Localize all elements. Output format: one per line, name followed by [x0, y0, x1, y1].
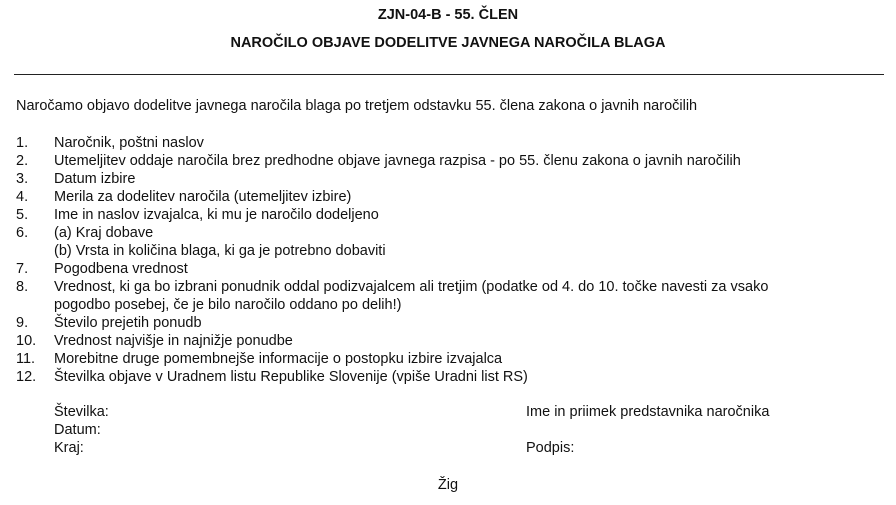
item-line: (a) Kraj dobave	[54, 225, 154, 241]
list-item	[16, 260, 876, 278]
item-text	[54, 350, 876, 368]
item-line: Naročnik, poštni naslov	[54, 135, 204, 151]
list-item	[16, 206, 876, 224]
item-text	[54, 278, 876, 314]
item-text	[54, 134, 876, 152]
item-line: Vrednost, ki ga bo izbrani ponudnik oddal podizvajalcem ali tretjim (podatke od 4. do 10. točke navesti za vsako	[54, 279, 769, 295]
item-number: 8.	[16, 279, 29, 295]
item-line: Datum izbire	[54, 171, 136, 187]
item-number: 2.	[16, 153, 29, 169]
item-number: 1.	[16, 135, 29, 151]
seal-label: Žig	[437, 477, 459, 493]
list-item	[16, 152, 876, 170]
item-number: 5.	[16, 207, 29, 223]
item-number: 12.	[16, 369, 37, 385]
blank-line	[526, 421, 769, 439]
item-line: Morebitne druge pomembnejše informacije o postopku izbire izvajalca	[54, 351, 503, 367]
item-text	[54, 224, 876, 260]
item-list	[16, 134, 876, 386]
item-line: Ime in naslov izvajalca, ki mu je naročilo dodeljeno	[54, 207, 379, 223]
place-label: Kraj:	[54, 440, 84, 456]
list-item	[16, 314, 876, 332]
item-text	[54, 152, 876, 170]
item-line: Pogodbena vrednost	[54, 261, 188, 277]
item-text	[54, 188, 876, 206]
item-line: Vrednost najvišje in najnižje ponudbe	[54, 333, 293, 349]
item-number: 11.	[16, 351, 36, 367]
item-number: 9.	[16, 315, 29, 331]
item-number: 7.	[16, 261, 29, 277]
footer-right-block	[526, 403, 769, 457]
signature-label: Podpis:	[526, 440, 575, 456]
item-line: Številka objave v Uradnem listu Republike Slovenije (vpiše Uradni list RS)	[54, 369, 528, 385]
item-line: pogodbo posebej, če je bilo naročilo oddano po delih!)	[54, 297, 402, 313]
item-text	[54, 260, 876, 278]
item-text	[54, 170, 876, 188]
item-text	[54, 332, 876, 350]
item-line: Utemeljitev oddaje naročila brez predhodne objave javnega razpisa - po 55. členu zakona o javnih naročilih	[54, 153, 741, 169]
item-text	[54, 368, 876, 386]
intro-text: Naročamo objavo dodelitve javnega naročila blaga po tretjem odstavku 55. člena zakona o javnih naročilih	[16, 98, 698, 114]
item-line: (b) Vrsta in količina blaga, ki ga je potrebno dobaviti	[54, 243, 386, 259]
list-item	[16, 188, 876, 206]
list-item	[16, 368, 876, 386]
number-label: Številka:	[54, 404, 109, 420]
form-code: ZJN-04-B - 55. ČLEN	[377, 7, 519, 23]
representative-label: Ime in priimek predstavnika naročnika	[526, 404, 770, 420]
list-item	[16, 170, 876, 188]
item-number: 6.	[16, 225, 29, 241]
list-item	[16, 350, 876, 368]
item-number: 3.	[16, 171, 29, 187]
item-text	[54, 206, 876, 224]
date-label: Datum:	[54, 422, 101, 438]
item-line: Število prejetih ponudb	[54, 315, 202, 331]
footer-left-block	[54, 403, 109, 457]
list-item	[16, 278, 876, 314]
item-number: 10.	[16, 333, 37, 349]
item-number: 4.	[16, 189, 29, 205]
title-divider	[14, 74, 884, 75]
list-item	[16, 224, 876, 260]
item-line: Merila za dodelitev naročila (utemeljitev izbire)	[54, 189, 352, 205]
item-text	[54, 314, 876, 332]
list-item	[16, 332, 876, 350]
form-title: NAROČILO OBJAVE DODELITVE JAVNEGA NAROČILA BLAGA	[230, 35, 666, 51]
list-item	[16, 134, 876, 152]
